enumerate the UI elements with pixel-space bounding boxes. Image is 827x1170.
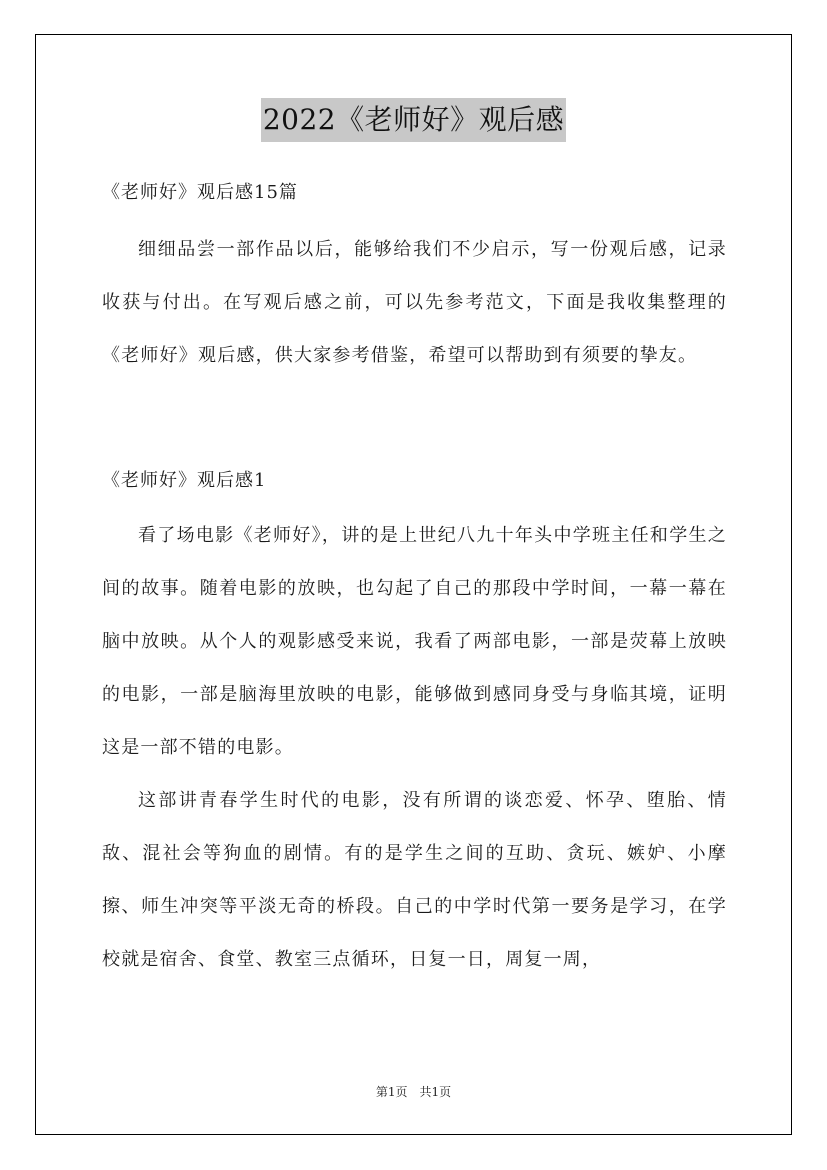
body-paragraph-1: 看了场电影《老师好》，讲的是上世纪八九十年头中学班主任和学生之间的故事。随着电影的放映，也勾起了自己的那段中学时间，一幕一幕在脑中放映。从个人的观影感受来说，我看了两部电影，一部是荧幕上放映的电影，一部是脑海里放映的电影，能够做到感同身受与身临其境，证明这是一部不错的电影。 [102,525,727,758]
intro-paragraph: 细细品尝一部作品以后，能够给我们不少启示，写一份观后感，记录收获与付出。在写观后感之前，可以先参考范文，下面是我收集整理的《老师好》观后感，供大家参考借鉴，希望可以帮助到有须要的挚友。 [102,239,727,366]
body-paragraph-2: 这部讲青春学生时代的电影，没有所谓的谈恋爱、怀孕、堕胎、情敌、混社会等狗血的剧情。有的是学生之间的互助、贪玩、嫉妒、小摩擦、师生冲突等平淡无奇的桥段。自己的中学时代第一要务是学习，在学校就是宿舍、食堂、教室三点循环，日复一日，周复一周， [102,790,727,970]
page-total: 共1页 [419,1085,452,1099]
document-body [102,170,727,986]
document-subtitle: 《老师好》观后感15篇 [102,182,298,203]
page-footer [0,1083,827,1100]
section-heading: 《老师好》观后感1 [102,470,267,491]
page-number: 第1页 [375,1085,408,1099]
title-container [0,98,827,142]
document-title: 2022《老师好》观后感 [261,98,566,142]
